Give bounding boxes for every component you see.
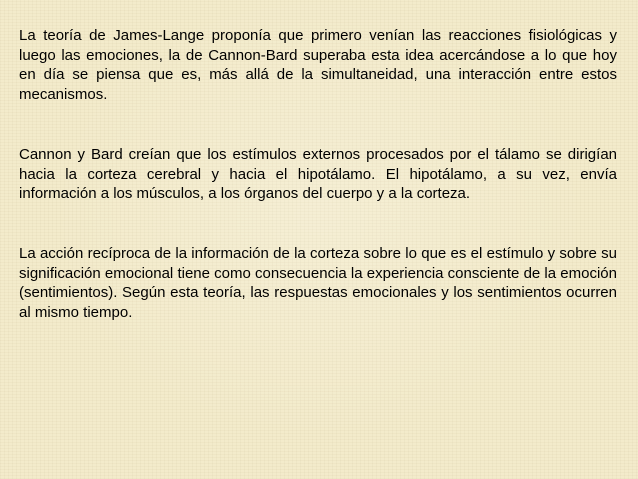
paragraph-james-lange: La teoría de James-Lange proponía que primero venían las reacciones fisiológicas y luego las emociones, la de Cannon-Bard superaba esta idea acercándose a lo que hoy en día se piensa que es, más allá de la simultaneidad, una interacción entre estos mecanismos. — [19, 27, 617, 103]
paragraph-reciprocal-action: La acción recíproca de la información de la corteza sobre lo que es el estímulo y sobre su significación emocional tiene como consecuencia la experiencia consciente de la emoción (sentimientos). Según esta teoría, las respuestas emocionales y los sentimientos ocurren al mismo tiempo. — [19, 245, 617, 321]
paragraph-cannon-bard: Cannon y Bard creían que los estímulos externos procesados por el tálamo se dirigían hacia la corteza cerebral y hacia el hipotálamo. El hipotálamo, a su vez, envía información a los músculos, a los órganos del cuerpo y a la corteza. — [19, 146, 617, 202]
